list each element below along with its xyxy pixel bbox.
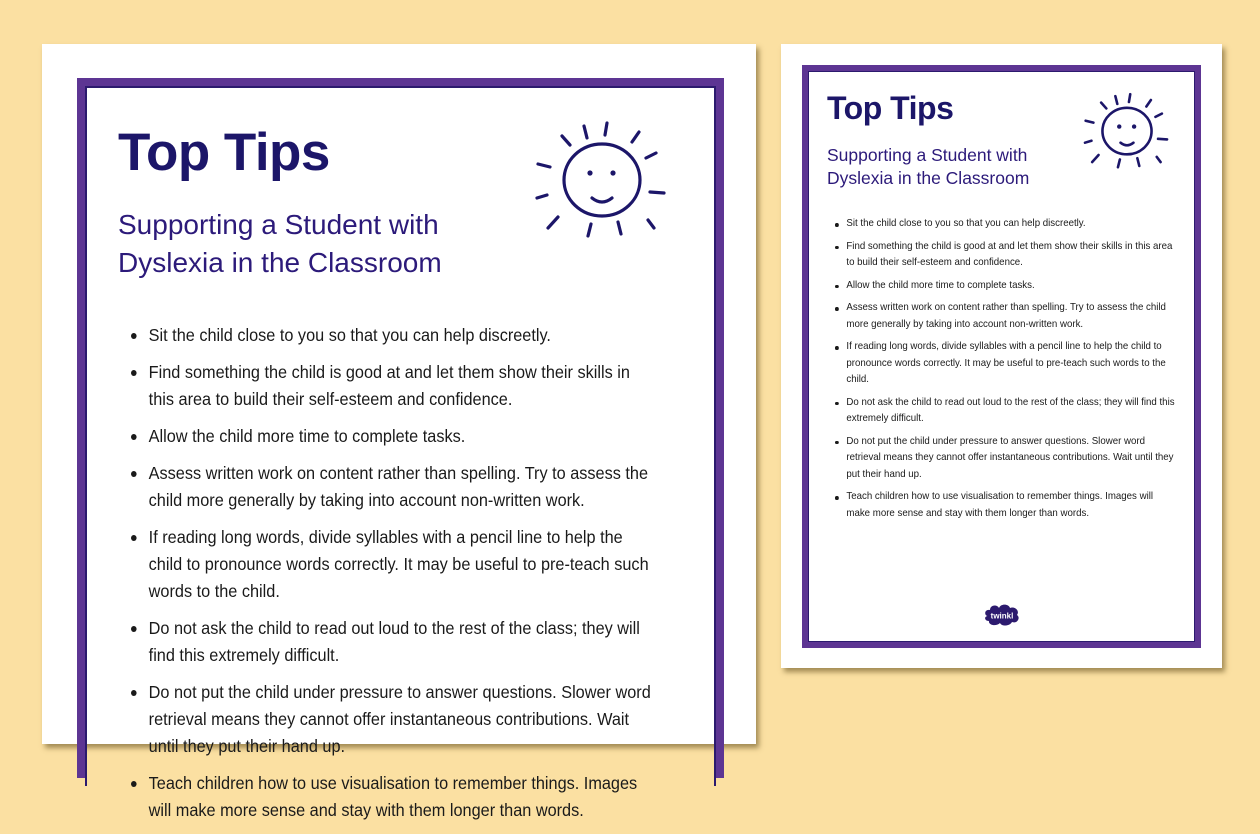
bullet-icon xyxy=(835,496,838,500)
bullet-icon xyxy=(835,346,838,350)
page-preview-full xyxy=(781,44,1222,668)
bullet-icon xyxy=(835,307,838,311)
subtitle-line-1: Supporting a Student with xyxy=(118,209,439,240)
subtitle-line-2: Dyslexia in the Classroom xyxy=(827,168,1030,188)
page-preview-enlarged xyxy=(42,44,756,820)
page-subtitle xyxy=(118,206,538,282)
bullet-icon xyxy=(835,441,838,445)
tips-list xyxy=(835,216,1177,528)
page-title: Top Tips xyxy=(118,123,330,182)
bullet-icon xyxy=(131,626,137,632)
tip-item: Find something the child is good at and let them show their skills in this area to build their self-esteem and confidence. xyxy=(131,359,652,413)
tip-item: Allow the child more time to complete tasks. xyxy=(131,423,652,450)
tip-item: Assess written work on content rather than spelling. Try to assess the child more generally by taking into account non-written work. xyxy=(835,300,1177,333)
tip-item: If reading long words, divide syllables with a pencil line to help the child to pronounce words correctly. It may be useful to pre-teach such words to the child. xyxy=(131,524,652,605)
bullet-icon xyxy=(835,285,838,289)
tip-item: Do not put the child under pressure to answer questions. Slower word retrieval means they cannot offer instantaneous contributions. Wait until they put their hand up. xyxy=(835,434,1177,484)
bullet-icon xyxy=(131,690,137,696)
bullet-icon xyxy=(835,223,838,227)
tip-item: Teach children how to use visualisation to remember things. Images will make more sense and stay with them longer than words. xyxy=(131,770,652,824)
tip-item: Do not ask the child to read out loud to the rest of the class; they will find this extremely difficult. xyxy=(131,615,652,669)
bullet-icon xyxy=(835,246,838,250)
tip-item: Teach children how to use visualisation to remember things. Images will make more sense and stay with them longer than words. xyxy=(835,489,1177,522)
smiling-sun-icon xyxy=(532,118,672,248)
page-subtitle xyxy=(827,144,1087,190)
subtitle-line-2: Dyslexia in the Classroom xyxy=(118,247,442,278)
bullet-icon xyxy=(131,535,137,541)
bullet-icon xyxy=(131,333,137,339)
tips-list xyxy=(131,322,652,834)
twinkl-logo xyxy=(982,602,1022,628)
tip-item: If reading long words, divide syllables with a pencil line to help the child to pronounce words correctly. It may be useful to pre-teach such words to the child. xyxy=(835,339,1177,389)
tip-item: Allow the child more time to complete tasks. xyxy=(835,278,1177,295)
bullet-icon xyxy=(131,471,137,477)
page-title: Top Tips xyxy=(827,90,954,126)
bullet-icon xyxy=(835,402,838,406)
tip-item: Sit the child close to you so that you can help discreetly. xyxy=(835,216,1177,233)
smiling-sun-icon xyxy=(1081,91,1173,175)
bullet-icon xyxy=(131,434,137,440)
tip-item: Find something the child is good at and let them show their skills in this area to build their self-esteem and confidence. xyxy=(835,239,1177,272)
bullet-icon xyxy=(131,370,137,376)
subtitle-line-1: Supporting a Student with xyxy=(827,145,1028,165)
tip-item: Assess written work on content rather than spelling. Try to assess the child more generally by taking into account non-written work. xyxy=(131,460,652,514)
tip-item: Do not put the child under pressure to answer questions. Slower word retrieval means they cannot offer instantaneous contributions. Wait until they put their hand up. xyxy=(131,679,652,760)
tip-item: Do not ask the child to read out loud to the rest of the class; they will find this extremely difficult. xyxy=(835,395,1177,428)
tip-item: Sit the child close to you so that you can help discreetly. xyxy=(131,322,652,349)
logo-text: twinkl xyxy=(990,611,1014,621)
bullet-icon xyxy=(131,781,137,787)
